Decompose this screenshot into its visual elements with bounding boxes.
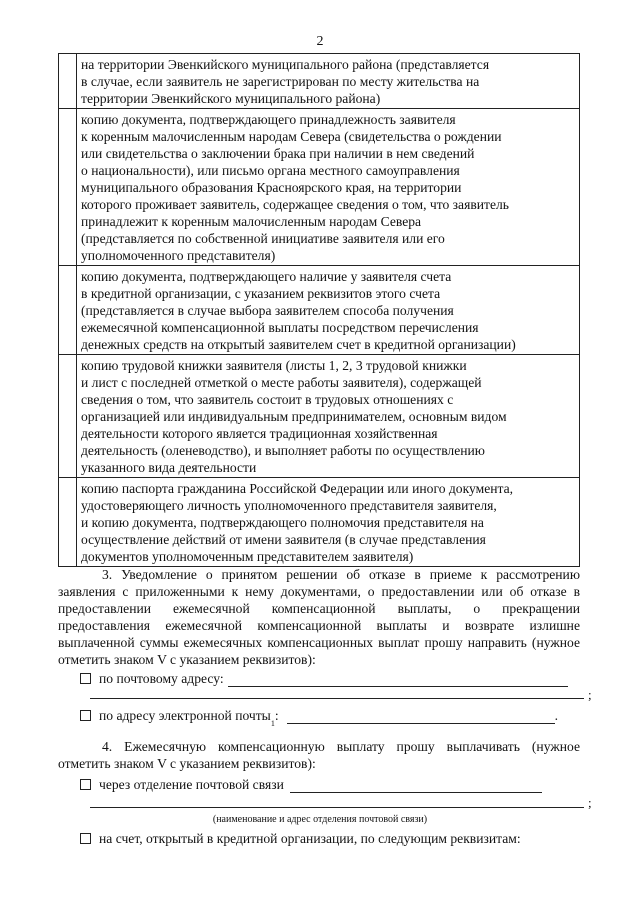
table-row-text: копию документа, подтверждающего принадлежность заявителя к коренным малочисленным народам Севера (свидетельства о рождении или свидетельства о заключении брака при наличии в нем сведений о национальности), или письмо органа местного самоуправления муниципального образования Красноярского края, на территории которого проживает заявитель, содержащее сведения о том, что заявитель принадлежит к коренным малочисленным народам Севера (представляется по собственной инициативе заявителя или его уполномоченного представителя) [77,109,580,266]
table-checkbox-cell[interactable] [59,266,77,355]
postal-semicolon: ; [588,687,592,702]
documents-table [58,53,580,567]
post-office-label: через отделение почтовой связи [99,777,284,792]
section-3-paragraph: 3. Уведомление о принятом решении об отказе в приеме к рассмотрению заявления с приложенными к нему документами, о предоставлении или об отказе в предоставлении ежемесячной компенсационной выплаты, о прекращении предоставления ежемесячной компенсационной выплаты и возврате излишне выплаченной суммы ежемесячных компенсационных выплат прошу направить (нужное отметить знаком V с указанием реквизитов): [58,567,580,667]
bank-account-checkbox[interactable] [80,833,91,844]
postal-address-checkbox[interactable] [80,673,91,684]
section-4-paragraph: 4. Ежемесячную компенсационную выплату прошу выплачивать (нужное отметить знаком V с указанием реквизитов): [58,739,580,771]
email-period: . [554,708,559,723]
table-row-text: на территории Эвенкийского муниципального района (представляется в случае, если заявитель не зарегистрирован по месту жительства на территории Эвенкийского муниципального района) [77,54,580,109]
bank-account-label: на счет, открытый в кредитной организации, по следующим реквизитам: [99,831,521,846]
postal-address-field-line-2[interactable] [90,697,584,699]
table-row [59,478,580,567]
email-label: по адресу электронной почты [99,708,271,723]
post-office-field[interactable] [290,778,542,793]
table-row [59,355,580,478]
option-email: по адресу электронной почты 1 : . [80,707,558,724]
table-checkbox-cell[interactable] [59,109,77,266]
option-postal-address [80,670,568,687]
email-colon: : [274,708,279,723]
post-office-field-line-2[interactable] [90,806,584,808]
table-row [59,109,580,266]
table-row [59,266,580,355]
postal-address-field[interactable] [228,672,568,687]
email-checkbox[interactable] [80,710,91,721]
table-row-text: копию документа, подтверждающего наличие у заявителя счета в кредитной организации, с указанием реквизитов этого счета (представляется в случае выбора заявителем способа получения ежемесячной компенсационной выплаты посредством перечисления денежных средств на открытый заявителем счет в кредитной организации) [77,266,580,355]
table-row-text: копию паспорта гражданина Российской Федерации или иного документа, удостоверяющего личность уполномоченного представителя заявителя, и копию документа, подтверждающего полномочия представителя на осуществление действий от имени заявителя (в случае представления документов уполномоченным представителем заявителя) [77,478,580,567]
post-office-semicolon: ; [588,795,592,810]
postal-address-label: по почтовому адресу: [99,671,224,686]
email-field[interactable] [287,709,555,724]
table-row [59,54,580,109]
table-checkbox-cell[interactable] [59,478,77,567]
table-checkbox-cell[interactable] [59,355,77,478]
post-office-caption: (наименование и адрес отделения почтовой связи) [212,814,428,825]
option-bank-account [80,830,521,847]
table-row-text: копию трудовой книжки заявителя (листы 1, 2, 3 трудовой книжки и лист с последней отметкой о месте работы заявителя), содержащей сведения о том, что заявитель состоит в трудовых отношениях с организацией или индивидуальным предпринимателем, основным видом деятельности которого является традиционная хозяйственная деятельность (оленеводство), и выполняет работы по осуществлению указанного вида деятельности [77,355,580,478]
post-office-checkbox[interactable] [80,779,91,790]
page-number: 2 [316,34,324,49]
table-checkbox-cell[interactable] [59,54,77,109]
option-post-office [80,776,542,793]
